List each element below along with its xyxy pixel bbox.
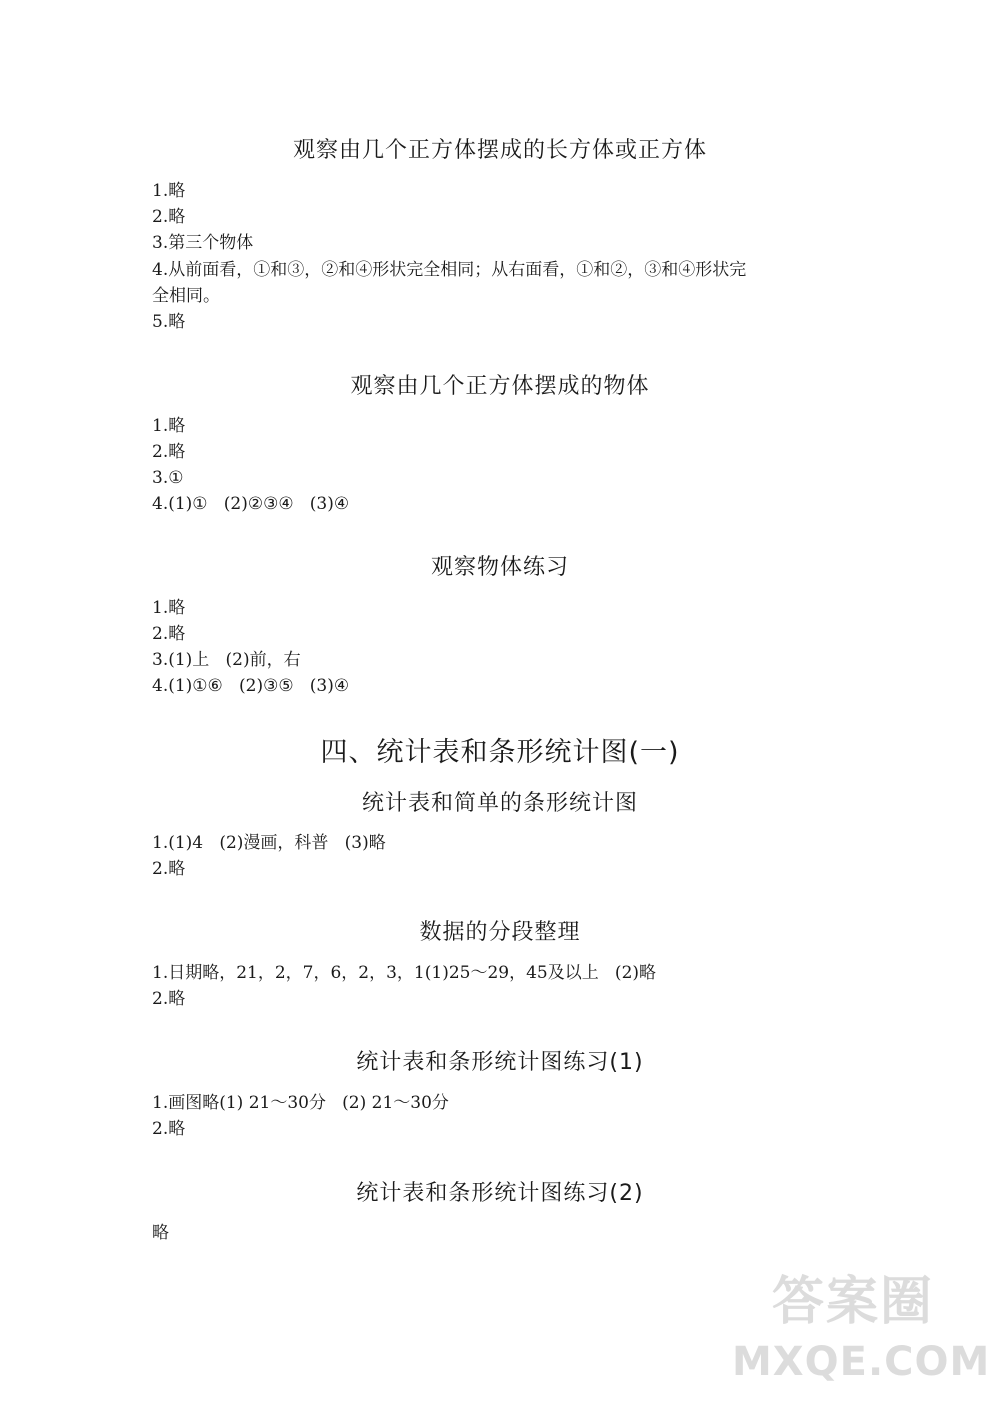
answer-line: 1.略	[152, 181, 186, 201]
answer-line: 5.略	[152, 312, 186, 332]
answer-line: 2.略	[152, 1119, 186, 1139]
answer-line: 2.略	[152, 442, 186, 462]
answer-line: 全相同。	[152, 286, 220, 306]
answer-line: 2.略	[152, 624, 186, 644]
answer-line: 1.日期略，21，2，7，6，2，3，1(1)25～29，45及以上 (2)略	[152, 963, 657, 983]
answer-line: 3.(1)上 (2)前，右	[152, 650, 301, 670]
answer-line: 4.(1)① (2)②③④ (3)④	[152, 494, 350, 514]
answer-line: 1.(1)4 (2)漫画，科普 (3)略	[152, 833, 386, 853]
answer-line: 2.略	[152, 859, 186, 879]
answer-line: 1.画图略(1) 21～30分 (2) 21～30分	[152, 1093, 449, 1113]
answer-line: 1.略	[152, 416, 186, 436]
answer-line: 2.略	[152, 989, 186, 1009]
section-title: 统计表和条形统计图练习(2)	[356, 1181, 644, 1206]
answer-line: 略	[152, 1223, 169, 1243]
section-title: 观察物体练习	[430, 555, 569, 580]
answer-line: 4.(1)①⑥ (2)③⑤ (3)④	[152, 676, 350, 696]
section-title: 数据的分段整理	[419, 920, 581, 945]
chapter-title: 四、统计表和条形统计图(一)	[320, 737, 680, 768]
watermark-text-top: 答案圈	[772, 1272, 935, 1332]
watermark-logo	[732, 1259, 991, 1399]
section-title: 观察由几个正方体摆成的物体	[350, 374, 650, 399]
answer-line: 3.第三个物体	[152, 233, 254, 253]
answer-line: 2.略	[152, 207, 186, 227]
answer-line: 3.①	[152, 468, 184, 488]
watermark-text-bottom: MXQE.COM	[732, 1339, 991, 1385]
answer-line: 1.略	[152, 598, 186, 618]
answer-line: 4.从前面看，①和③，②和④形状完全相同；从右面看，①和②，③和④形状完	[152, 260, 747, 280]
section-title: 观察由几个正方体摆成的长方体或正方体	[292, 138, 707, 163]
section-title: 统计表和简单的条形统计图	[361, 791, 638, 816]
section-title: 统计表和条形统计图练习(1)	[356, 1050, 644, 1075]
